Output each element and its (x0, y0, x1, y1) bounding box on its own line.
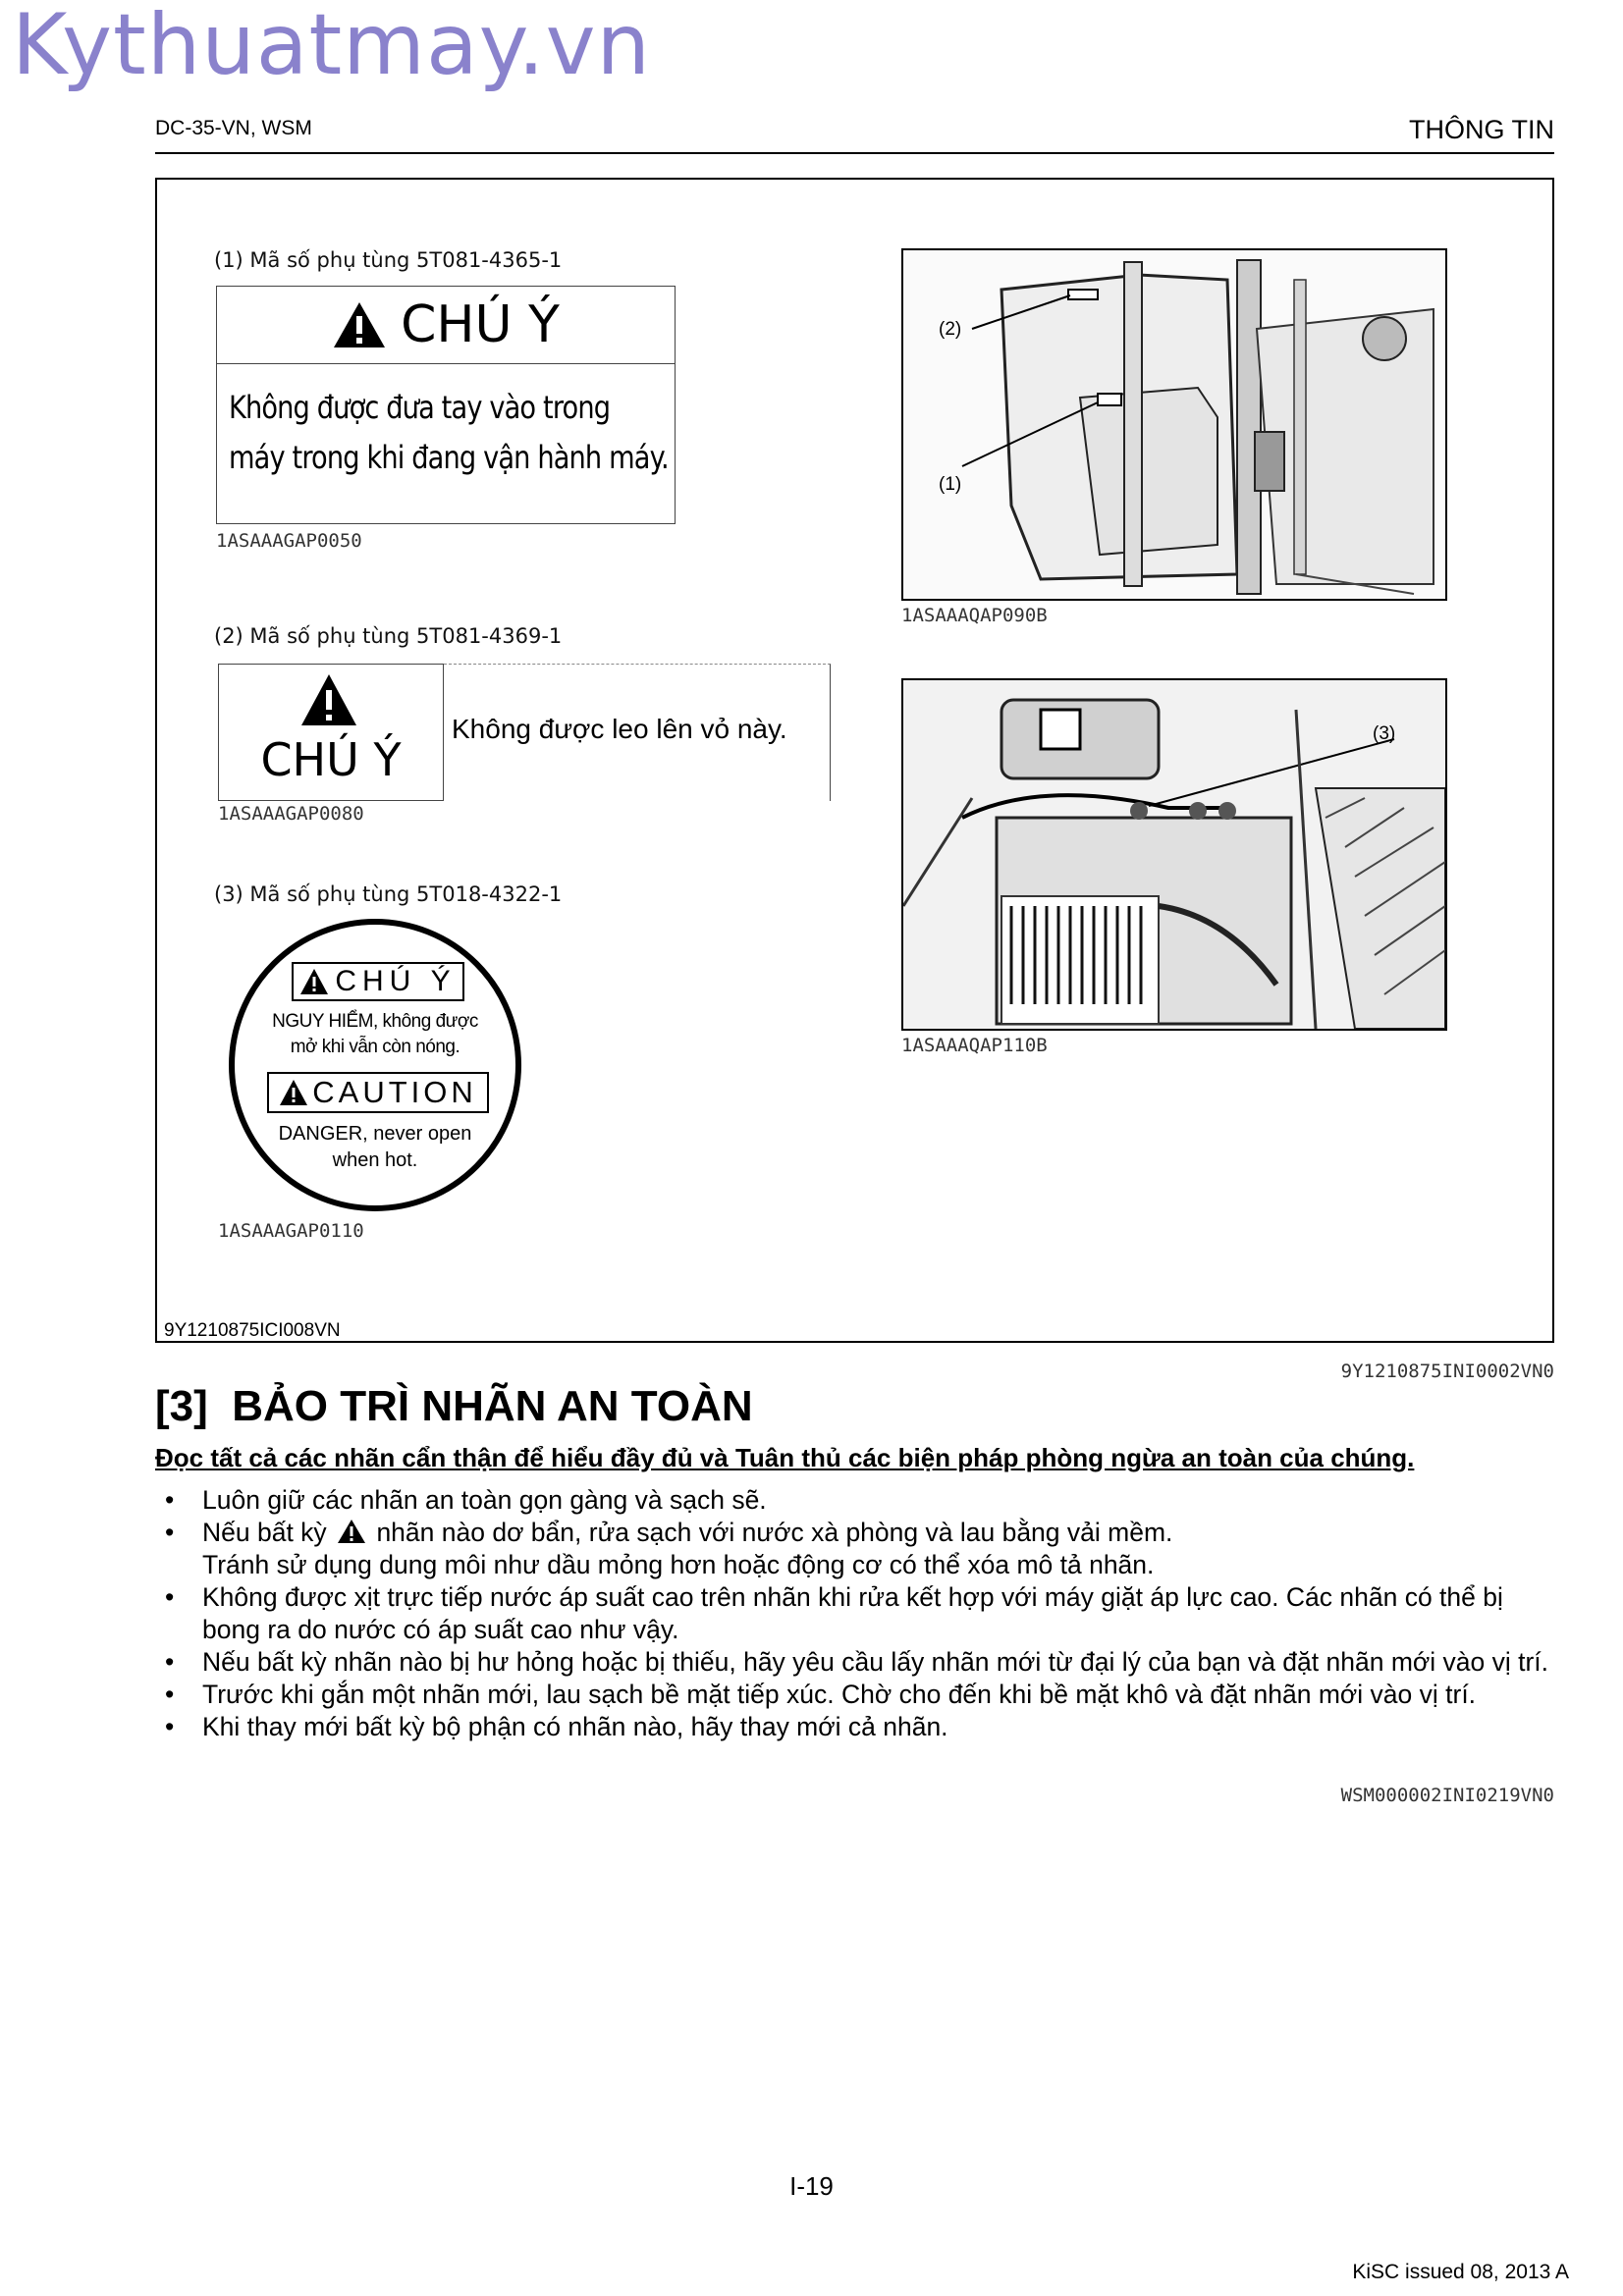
label3-code: 1ASAAAGAP0110 (218, 1220, 364, 1242)
section-title: BẢO TRÌ NHÃN AN TOÀN (232, 1382, 753, 1430)
label1-line1: Không được đưa tay vào trong (229, 389, 611, 426)
list-item-text: Nếu bất kỳ nhãn nào bị hư hỏng hoặc bị thiếu, hãy yêu cầu lấy nhãn mới từ đại lý của bạn và đặt nhãn mới vào vị trí. (202, 1647, 1549, 1677)
callout-1: (1) (939, 474, 962, 495)
label3-part-number: (3) Mã số phụ tùng 5T018-4322-1 (214, 882, 563, 906)
list-item-text: Nếu bất kỳ (202, 1518, 327, 1547)
label3-en-line1: DANGER, never open (278, 1123, 472, 1145)
maintenance-list (165, 1484, 1559, 1743)
label2-sticker (218, 664, 444, 801)
list-item-text: Trước khi gắn một nhãn mới, lau sạch bề mặt tiếp xúc. Chờ cho đến khi bề mặt khô và đặt nhãn mới vào vị trí. (202, 1680, 1477, 1709)
photo2-code: 1ASAAAQAP110B (901, 1035, 1048, 1056)
warning-triangle-icon (299, 968, 329, 995)
reference-code-1: 9Y1210875INI0002VN0 (1340, 1361, 1554, 1382)
label3-vi-line1: NGUY HIỂM, không được (272, 1011, 478, 1032)
list-item (165, 1646, 1559, 1679)
page-number: I-19 (789, 2171, 834, 2201)
label3-vi-line2: mở khi vẫn còn nóng. (290, 1037, 460, 1057)
label2-part-number: (2) Mã số phụ tùng 5T081-4369-1 (214, 624, 563, 648)
list-item-text: Tránh sử dụng dung môi như dầu mỏng hơn hoặc động cơ có thể xóa mô tả nhãn. (202, 1550, 1155, 1579)
warning-triangle-icon (279, 1079, 308, 1106)
label3-vi-title: CHÚ Ý (335, 965, 457, 997)
footer-issue: KiSC issued 08, 2013 A (1352, 2261, 1569, 2283)
bullet: • (165, 1518, 175, 1547)
list-item-text: Luôn giữ các nhãn an toàn gọn gàng và sạch sẽ. (202, 1485, 767, 1515)
bullet: • (165, 1680, 175, 1709)
label2-code: 1ASAAAGAP0080 (218, 803, 364, 825)
list-item (165, 1517, 1559, 1581)
bullet: • (165, 1582, 175, 1612)
label1-code: 1ASAAAGAP0050 (216, 530, 362, 552)
label3-en-line2: when hot. (332, 1149, 418, 1171)
bullet: • (165, 1712, 175, 1741)
header-model: DC-35-VN, WSM (155, 117, 312, 139)
label2-text-panel (444, 664, 831, 801)
label2-title: CHÚ Ý (260, 733, 402, 786)
watermark: Kythuatmay.vn (12, 0, 652, 94)
bullet: • (165, 1485, 175, 1515)
list-item (165, 1484, 1559, 1517)
section-heading (155, 1382, 753, 1431)
section-lead: Đọc tất cả các nhãn cẩn thận để hiểu đầy đủ và Tuân thủ các biện pháp phòng ngừa an toàn của chúng. (155, 1443, 1415, 1472)
label1-title: CHÚ Ý (401, 295, 560, 354)
bullet: • (165, 1647, 175, 1677)
callout-2: (2) (939, 319, 962, 340)
figure-code: 9Y1210875ICI008VN (164, 1320, 341, 1341)
reference-code-2: WSM000002INI0219VN0 (1340, 1785, 1554, 1806)
machine-drawing-1 (903, 250, 1445, 599)
photo1-code: 1ASAAAQAP090B (901, 605, 1048, 626)
list-item-text: Khi thay mới bất kỳ bộ phận có nhãn nào, hãy thay mới cả nhãn. (202, 1712, 948, 1741)
label3-round-sticker (229, 919, 521, 1211)
callout-3: (3) (1373, 723, 1396, 744)
header-section: THÔNG TIN (1409, 115, 1554, 144)
label3-en-title: CAUTION (312, 1075, 477, 1109)
warning-triangle-icon (337, 1519, 366, 1544)
list-item (165, 1679, 1559, 1711)
section-number: [3] (155, 1382, 208, 1430)
list-item-text: nhãn nào dơ bẩn, rửa sạch với nước xà phòng và lau bằng vải mềm. (376, 1518, 1173, 1547)
label1-sticker (216, 286, 676, 524)
warning-triangle-icon (299, 672, 358, 727)
label1-part-number: (1) Mã số phụ tùng 5T081-4365-1 (214, 248, 563, 272)
list-item (165, 1581, 1559, 1646)
label2-text: Không được leo lên vỏ này. (452, 714, 787, 744)
header-rule (155, 152, 1554, 154)
list-item-text: Không được xịt trực tiếp nước áp suất cao trên nhãn khi rửa kết hợp với máy giặt áp lực cao. Các nhãn có thể bị bong ra do nước có áp suất cao như vậy. (202, 1582, 1503, 1644)
list-item (165, 1711, 1559, 1743)
warning-triangle-icon (332, 300, 387, 349)
label1-line2: máy trong khi đang vận hành máy. (229, 439, 669, 476)
machine-drawing-2 (903, 680, 1445, 1029)
machine-photo-2 (901, 678, 1447, 1031)
machine-photo-1 (901, 248, 1447, 601)
